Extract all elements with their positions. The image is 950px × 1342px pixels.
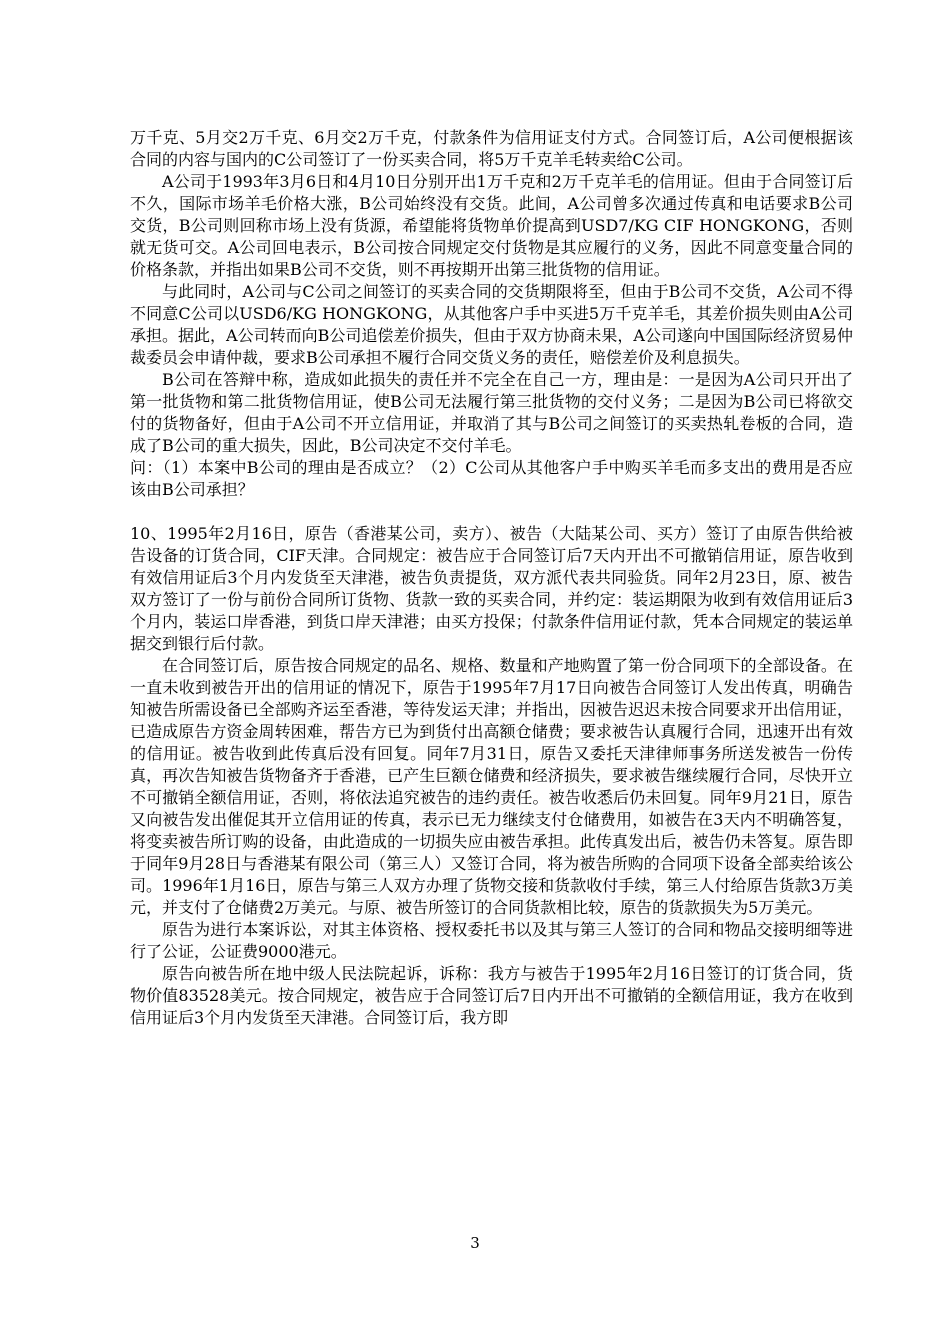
case-paragraph-arbitration: 与此同时，A公司与C公司之间签订的买卖合同的交货期限将至，但由于B公司不交货，A公司不得不同意C公司以USD6/KG HONGKONG，从其他客户手中买进5万千克羊毛，其差价损失则由A公司承担。据此，A公司转而向B公司追偿差价损失，但由于双方协商未果，A公司遂向中国国际经济贸易仲裁委员会申请仲裁，要求B公司承担不履行合同交货义务的责任，赔偿差价及利息损失。 xyxy=(130,282,853,367)
case-paragraph-defense: B公司在答辩中称，造成如此损失的责任并不完全在自己一方，理由是：一是因为A公司只开出了第一批货物和第二批货物信用证，使B公司无法履行第三批货物的交付义务；二是因为B公司已将欲交付的货物备好，但由于A公司不开立信用证，并取消了其与B公司之间签订的买卖热轧卷板的合同，造成了B公司的重大损失，因此，B公司决定不交付羊毛。 xyxy=(130,370,853,455)
paragraph-spacer xyxy=(130,501,853,523)
case-paragraph-contract-resale: 万千克、5月交2万千克、6月交2万千克，付款条件为信用证支付方式。合同签订后，A公司便根据该合同的内容与国内的C公司签订了一份买卖合同，将5万千克羊毛转卖给C公司。 xyxy=(130,128,853,169)
case-10-paragraph-lawsuit: 原告向被告所在地中级人民法院起诉，诉称：我方与被告于1995年2月16日签订的订货合同，货物价值83528美元。按合同规定，被告应于合同签订后7日内开出不可撤销的全额信用证，我方在收到信用证后3个月内发货至天津港。合同签订后，我方即 xyxy=(130,964,853,1027)
case-10-paragraph-performance: 在合同签订后，原告按合同规定的品名、规格、数量和产地购置了第一份合同项下的全部设备。在一直未收到被告开出的信用证的情况下，原告于1995年7月17日向被告合同签订人发出传真，明确告知被告所需设备已全部购齐运至香港，等待发运天津；并指出，因被告迟迟未按合同要求开出信用证，已造成原告方资金周转困难，帮告方已为到货付出高额仓储费；要求被告认真履行合同，迅速开出有效的信用证。被告收到此传真后没有回复。同年7月31日，原告又委托天津律师事务所送发被告一份传真，再次告知被告货物备齐于香港，已产生巨额仓储费和经济损失，要求被告继续履行合同，尽快开立不可撤销全额信用证，否则，将依法追究被告的违约责任。被告收悉后仍未回复。同年9月21日，原告又向被告发出催促其开立信用证的传真，表示已无力继续支付仓储费用，如被告在3天内不明确答复，将变卖被告所订购的设备，由此造成的一切损失应由被告承担。此传真发出后，被告仍未答复。原告即于同年9月28日与香港某有限公司（第三人）又签订合同，将为被告所购的合同项下设备全部卖给该公司。1996年1月16日，原告与第三人双方办理了货物交接和货款收付手续，第三人付给原告货款3万美元，并支付了仓储费2万美元。与原、被告所签订的合同货款相比较，原告的货款损失为5万美元。 xyxy=(130,656,853,917)
document-body xyxy=(130,127,853,1029)
case-10-paragraph-notary: 原告为进行本案诉讼，对其主体资格、授权委托书以及其与第三人签订的合同和物品交接明细等进行了公证，公证费9000港元。 xyxy=(130,920,853,961)
case-10-paragraph-contract: 10、1995年2月16日，原告（香港某公司，卖方）、被告（大陆某公司、买方）签订了由原告供给被告设备的订货合同，CIF天津。合同规定：被告应于合同签订后7天内开出不可撤销信用证，原告收到有效信用证后3个月内发货至天津港，被告负责提货，双方派代表共同验货。同年2月23日，原、被告双方签订了一份与前份合同所订货物、货款一致的买卖合同，并约定：装运期限为收到有效信用证后3个月内，装运口岸香港，到货口岸天津港；由买方投保；付款条件信用证付款，凭本合同规定的装运单据交到银行后付款。 xyxy=(130,524,853,653)
case-question: 问：（1）本案中B公司的理由是否成立？（2）C公司从其他客户手中购买羊毛而多支出的费用是否应该由B公司承担？ xyxy=(130,458,853,499)
page-number: 3 xyxy=(470,1234,480,1252)
case-paragraph-letter-of-credit: A公司于1993年3月6日和4月10日分别开出1万千克和2万千克羊毛的信用证。但由于合同签订后不久，国际市场羊毛价格大涨，B公司始终没有交货。此间，A公司曾多次通过传真和电话要求B公司交货，B公司则回称市场上没有货源，希望能将货物单价提高到USD7/KG CIF HONGKONG，否则就无货可交。A公司回电表示，B公司按合同规定交付货物是其应履行的义务，因此不同意变量合同的价格条款，并指出如果B公司不交货，则不再按期开出第三批货物的信用证。 xyxy=(130,172,853,279)
